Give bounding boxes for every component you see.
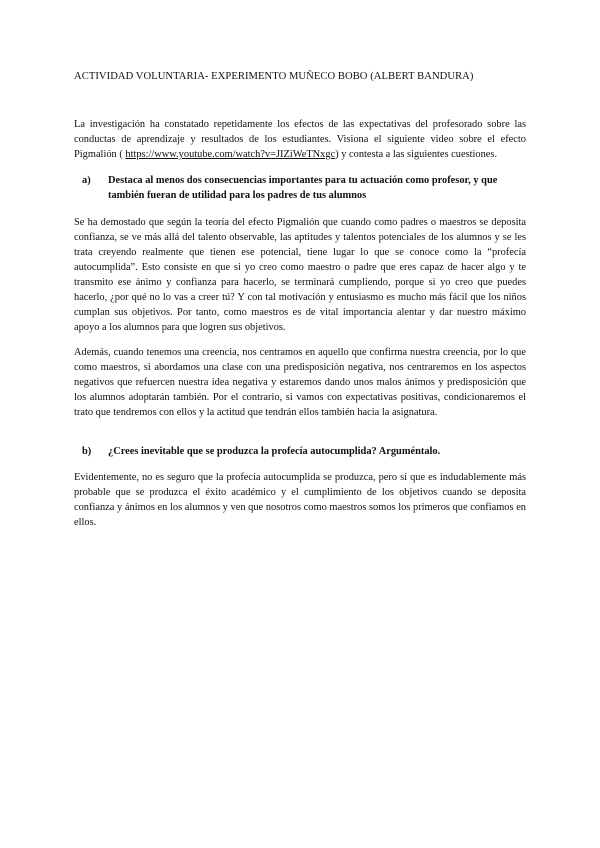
question-a-marker: a) [82, 175, 91, 186]
intro-text-end: ) y contesta a las siguientes cuestiones. [335, 149, 498, 160]
intro-paragraph [74, 117, 526, 162]
answer-a-paragraph-2: Además, cuando tenemos una creencia, nos centramos en aquello que confirma nuestra creencia, por lo que como maestros, si abordamos una clase con una predisposición negativa, nos centraremos en los aspectos negativos que refuercen nuestra idea negativa y estaremos dando unos malos ánimos y predisposición que los alumnos adoptarán también. Por el contrario, si vamos con expectativas positivas, condicionaremos el trato que tendremos con ellos y la actitud que tendrán ellos también hacia la asignatura. [74, 347, 526, 418]
intro-text-start: La investigación ha constatado repetidamente los efectos de las expectativas del profesorado sobre las conductas de aprendizaje y resultados de los estudiantes. Visiona el siguiente video sobre el efecto Pigmalión ( [74, 119, 526, 160]
question-b [82, 444, 528, 459]
question-a-text: Destaca al menos dos consecuencias importantes para tu actuación como profesor, y que también fueran de utilidad para los padres de tus alumnos [108, 175, 498, 201]
document-title: ACTIVIDAD VOLUNTARIA- EXPERIMENTO MUÑECO BOBO (ALBERT BANDURA) [74, 71, 474, 82]
question-b-marker: b) [82, 446, 92, 457]
answer-b-paragraph: Evidentemente, no es seguro que la profecía autocumplida se produzca, pero sí que es indudablemente más probable que se produzca el éxito académico y el cumplimiento de los objetivos cuando se deposita confianza y ánimos en los alumnos y ven que nosotros como maestros somos los primeros que confiamos en ellos. [74, 472, 526, 528]
video-link[interactable]: https://www.youtube.com/watch?v=JIZiWeTNxgc [125, 149, 336, 160]
answer-a-paragraph-1: Se ha demostado que según la teoría del efecto Pigmalión que cuando como padres o maestros se deposita confianza, se ve más allá del talento observable, las aptitudes y talentos potenciales de los alumnos y se les trata creyendo realmente que tienen ese potencial, tiene lugar lo que se conoce como la “profecía autocumplida”. Esto consiste en que si yo creo como maestro o padre que eres capaz de hacer algo y te transmito ese ánimo y confianza para hacerlo, se terminará cumpliendo, porque si yo creo que puedes hacerlo, ¿por qué no lo vas a creer tú? Y con tal motivación y entusiasmo es mucho más fácil que los niños cumplan sus objetivos. Por tanto, como maestros es de vital importancia alentar y dar nuestro máximo apoyo a los alumnos para que logren sus objetivos. [74, 217, 526, 333]
question-b-text: ¿Crees inevitable que se produzca la profecía autocumplida? Arguméntalo. [108, 446, 441, 457]
question-a [82, 173, 528, 203]
